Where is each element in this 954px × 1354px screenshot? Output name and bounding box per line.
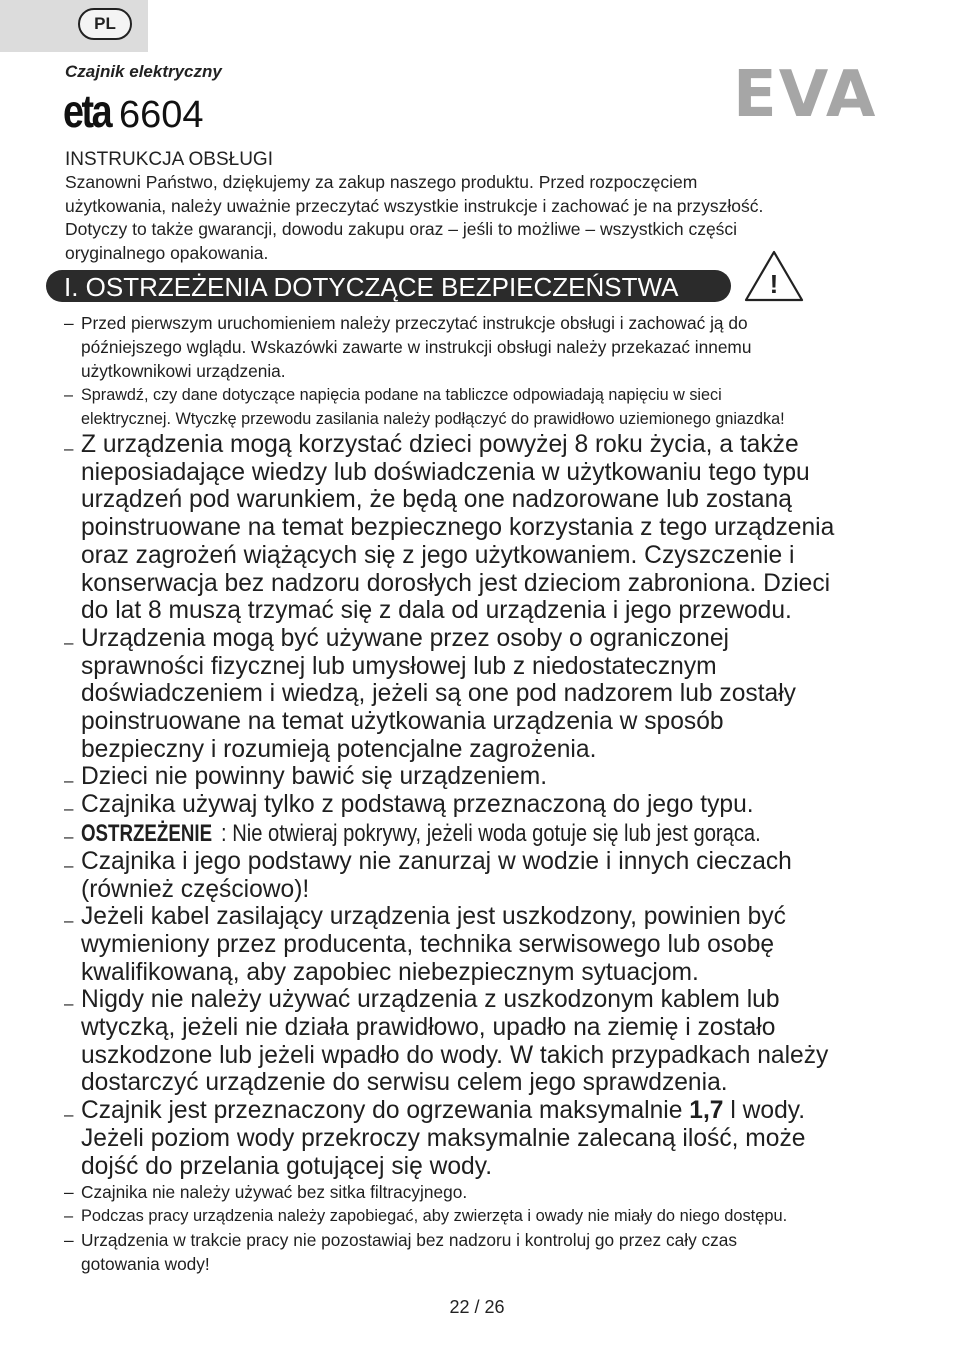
- list-dash: –: [64, 1105, 74, 1125]
- list-item-text: Urządzenia w trakcie pracy nie pozostawiaj bez nadzoru i kontroluj go przez cały czas gotowania wody!: [81, 1230, 738, 1275]
- list-dash: –: [64, 855, 74, 875]
- list-item: [64, 1097, 924, 1180]
- warning-label: OSTRZEŻENIE: [81, 819, 213, 847]
- list-dash: –: [64, 799, 74, 819]
- list-item: [64, 848, 924, 903]
- safety-warnings-list: [64, 311, 924, 1276]
- brand-logo: eta: [63, 85, 111, 137]
- list-dash: –: [64, 1230, 74, 1251]
- warning-triangle-icon: [742, 248, 806, 304]
- list-item-text: [81, 1097, 924, 1180]
- list-item-text: Urządzenia mogą być używane przez osoby o ograniczonej sprawności fizycznej lub umysłowej lub z niedostatecznym doświadczeniem i wiedzą, jeżeli są one pod nadzorem lub zostały poinstruowane na temat użytkowania urządzenia w sposób bezpieczny i rozumieją potencjalne zagrożenia.: [81, 624, 796, 763]
- list-item-warning: [64, 819, 924, 848]
- list-item-text: [81, 819, 924, 848]
- max-capacity: 1,7: [689, 1097, 724, 1125]
- list-item: [64, 311, 924, 383]
- list-dash: –: [64, 771, 74, 791]
- list-item: [64, 791, 924, 819]
- list-dash: –: [64, 1182, 74, 1203]
- list-dash: –: [64, 632, 74, 652]
- intro-line: oryginalnego opakowania.: [65, 242, 269, 263]
- list-item-text: Przed pierwszym uruchomieniem należy przeczytać instrukcje obsługi i zachować ją do późniejszego wglądu. Wskazówki zawarte w instrukcji obsługi należy przekazać innemu użytkownikowi urządzenia.: [81, 313, 752, 381]
- product-name: EVA: [733, 58, 878, 132]
- list-item-text: Jeżeli kabel zasilający urządzenia jest uszkodzony, powinien być wymieniony przez producenta, technika serwisowego lub osobę kwalifikowaną, aby zapobiec niebezpiecznym sytuacjom.: [81, 903, 786, 986]
- warning-text: : Nie otwieraj pokrywy, jeżeli woda gotuje się lub jest gorąca.: [221, 819, 761, 847]
- language-tab: [0, 0, 148, 52]
- list-item: [64, 903, 924, 986]
- list-item: [64, 986, 924, 1097]
- list-item: [64, 1204, 924, 1228]
- intro-line: Dotyczy to także gwarancji, dowodu zakupu oraz – jeśli to możliwe – wszystkich części: [65, 219, 738, 239]
- list-item-text: Dzieci nie powinny bawić się urządzeniem.: [81, 763, 548, 791]
- language-badge: PL: [78, 8, 132, 40]
- page-number: 22 / 26: [449, 1297, 505, 1317]
- capacity-text-after: l wody. Jeżeli poziom wody przekroczy maksymalnie zalecaną ilość, może dojść do przelania gotującej się wody.: [81, 1097, 806, 1180]
- list-dash: –: [64, 1207, 74, 1226]
- capacity-text-before: Czajnik jest przeznaczony do ogrzewania maksymalnie: [81, 1097, 690, 1125]
- list-item: [64, 763, 924, 791]
- list-item: [64, 1180, 924, 1204]
- list-dash: –: [64, 994, 74, 1014]
- list-item: [64, 383, 924, 431]
- list-dash: –: [64, 313, 74, 333]
- list-item-text: Czajnika i jego podstawy nie zanurzaj w wodzie i innych cieczach (również częściowo)!: [81, 847, 792, 903]
- list-item-text: Z urządzenia mogą korzystać dzieci powyżej 8 roku życia, a także nieposiadające wiedzy lub doświadczenia w użytkowaniu tego typu urządzeń pod warunkiem, że będą one nadzorowane lub zostaną poinstruowane na temat bezpiecznego korzystania z tego urządzenia oraz zagrożeń wiążących się z jego użytkowaniem. Czyszczenie i konserwacja bez nadzoru dorosłych jest dzieciom zabroniona. Dzieci do lat 8 muszą trzymać się z dala od urządzenia i jego przewodu.: [81, 431, 835, 625]
- list-item-text: Czajnika nie należy używać bez sitka filtracyjnego.: [81, 1182, 468, 1203]
- warning-symbol: !: [769, 269, 779, 299]
- list-item-text: Nigdy nie należy używać urządzenia z uszkodzonym kablem lub wtyczką, jeżeli nie działa prawidłowo, upadło na ziemię i zostało uszkodzone lub jeżeli wpadło do wody. W takich przypadkach należy dostarczyć urządzenie do serwisu celem jego sprawdzenia.: [81, 986, 829, 1097]
- list-dash: –: [64, 386, 74, 404]
- list-dash: –: [64, 911, 74, 931]
- list-item: [64, 625, 924, 764]
- manual-heading: INSTRUKCJA OBSŁUGI: [65, 149, 273, 170]
- list-item-text: Podczas pracy urządzenia należy zapobiegać, aby zwierzęta i owady nie miały do niego dostępu.: [81, 1207, 788, 1226]
- list-item-text: Sprawdź, czy dane dotyczące napięcia podane na tabliczce odpowiadają napięciu w sieci elektrycznej. Wtyczkę przewodu zasilania należy podłączyć do prawidłowo uziemionego gniazdka!: [81, 386, 785, 428]
- section-title: I. OSTRZEŻENIA DOTYCZĄCE BEZPIECZEŃSTWA: [46, 270, 731, 302]
- intro-line: użytkowania, należy uważnie przeczytać wszystkie instrukcje i zachować je na przyszłość.: [65, 195, 764, 216]
- product-type: Czajnik elektryczny: [65, 62, 222, 81]
- list-item-text: Czajnika używaj tylko z podstawą przeznaczoną do jego typu.: [81, 791, 754, 819]
- list-item: [64, 431, 924, 625]
- model-title: [63, 84, 203, 138]
- intro-line: Szanowni Państwo, dziękujemy za zakup naszego produktu. Przed rozpoczęciem: [65, 172, 698, 192]
- model-number: 6604: [118, 94, 204, 136]
- list-item: [64, 1228, 924, 1276]
- list-dash: –: [64, 439, 74, 458]
- list-dash: –: [64, 826, 74, 846]
